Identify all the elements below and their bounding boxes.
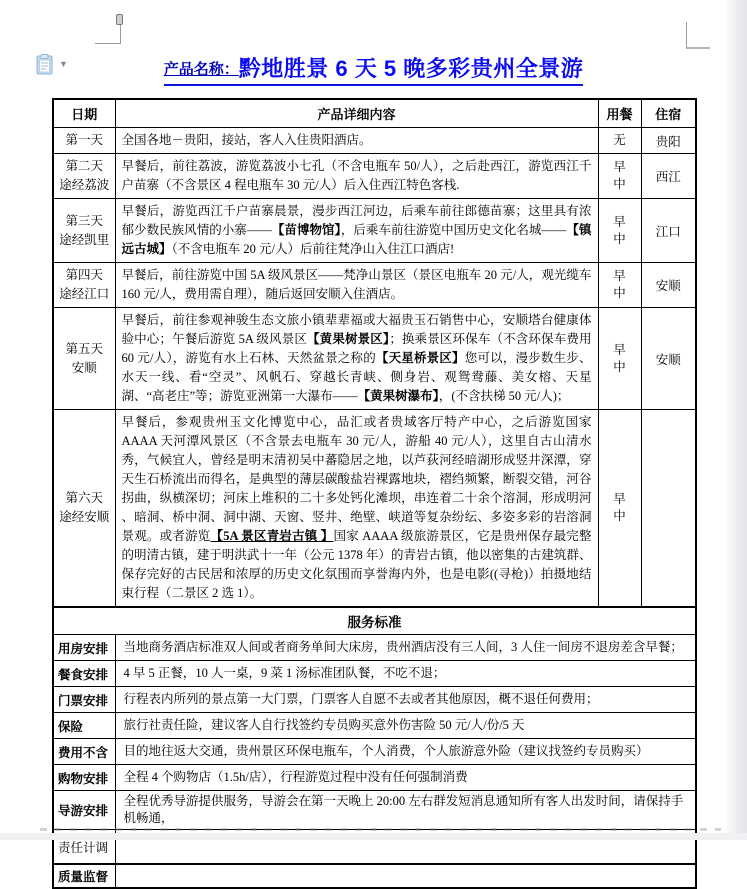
service-row [53, 765, 696, 791]
content-cell [115, 263, 598, 308]
content-segment: 【天星桥景区】 [375, 351, 465, 365]
day-cell [53, 154, 115, 199]
itinerary-row [53, 308, 696, 410]
table-header-row [53, 99, 696, 128]
service-row [53, 713, 696, 739]
content-cell [115, 308, 598, 410]
service-label-cell: 费用不含 [53, 739, 115, 765]
service-row [53, 864, 696, 888]
service-label-cell: 用房安排 [53, 635, 115, 661]
page-edge-right [726, 0, 747, 840]
meal-cell [598, 308, 641, 410]
meal-value: 无 [613, 133, 626, 147]
service-standards-header-row [53, 607, 696, 635]
day-label: 第三天 [65, 213, 103, 228]
service-content-cell: 4 早 5 正餐，10 人一桌，9 菜 1 汤标准团队餐，不吃不退； [115, 661, 696, 687]
meal-cell [598, 154, 641, 199]
day-label: 第二天 [65, 159, 103, 173]
service-content-cell: 目的地往返大交通，贵州景区环保电瓶车，个人消费，个人旅游意外险（建议找签约专员购买） [115, 739, 696, 765]
column-header: 日期 [53, 99, 115, 128]
content-segment: 早餐后，参观贵州玉文化博览中心，品汇或者贵域客厅特产中心，之后游览国家 AAAA 天河潭风景区（不含景去电瓶车 30 元/人，游船 40 元/人），这里自古山清水秀，气候宜人，曾经是明末清初吴中蕃隐居之地，以芦荻河经暗湖形成竖井深潭，穿天生石桥流出而得名，是典型的薄层碳酸盐岩裸露地块，褶绉频繁，断裂交错，河谷拐曲，纵横深切；河床上堆积的二十多处钙化滩坝，串连着二十余个溶洞，形成明河 、暗洞、桥中洞、洞中湖、天窗、竖井、绝壁、峡道等复杂纷纭、多姿多彩的岩溶洞景观。或者游览 [121, 415, 592, 543]
page-margin-mark-top-right [686, 22, 710, 49]
service-label-cell: 保险 [53, 713, 115, 739]
day-cell [53, 199, 115, 263]
paste-options-button[interactable] [36, 52, 70, 76]
service-label-cell: 质量监督 [53, 864, 115, 888]
content-segment: 早餐后，游览西江千户苗寨晨景，漫步西江河边，后乘车前往郎德苗寨；这里具有浓郁少数民族风情的小寨—— [121, 204, 592, 237]
content-segment: 【镇远古城】 [121, 223, 592, 256]
meal-cell [598, 263, 641, 308]
meal-cell [598, 128, 641, 154]
itinerary-row [53, 263, 696, 308]
title-underline-wrap [164, 52, 583, 86]
day-via-label: 途经凯里 [59, 232, 110, 247]
service-row [53, 739, 696, 765]
service-standards-title: 服务标准 [53, 607, 696, 635]
service-content-cell: 当地商务酒店标准双人间或者商务单间大床房，贵州酒店没有三人间，3 人住一间房不退房差含早餐； [115, 635, 696, 661]
service-content-cell: 旅行社责任险，建议客人自行找签约专员购买意外伤害险 50 元/人/份/5 天 [115, 713, 696, 739]
day-cell [53, 128, 115, 154]
stay-cell: 安顺 [641, 263, 696, 308]
meal-value: 早中 [613, 492, 626, 523]
service-content-cell [115, 864, 696, 888]
day-via-label: 途经安顺 [59, 510, 110, 524]
meal-cell [598, 199, 641, 263]
page-margin-mark-top-left [95, 18, 121, 44]
day-label: 第一天 [65, 133, 103, 147]
service-row [53, 791, 696, 830]
content-cell [115, 410, 598, 608]
service-row [53, 635, 696, 661]
itinerary-row [53, 128, 696, 154]
itinerary-row [53, 199, 696, 263]
title-main: 黔地胜景 6 天 5 晚多彩贵州全景游 [238, 56, 584, 81]
title-prefix: 产品名称： [163, 61, 239, 78]
content-segment: （不含电瓶车 20 元/人）后前往梵净山入住江口酒店! [171, 242, 455, 256]
content-segment: 【黄果树景区】 [307, 332, 390, 346]
day-via-label: 安顺 [71, 360, 97, 375]
meal-value: 早中 [613, 342, 626, 374]
day-label: 第六天 [65, 491, 103, 505]
service-row [53, 661, 696, 687]
day-cell [53, 263, 115, 308]
paste-clipboard-icon [36, 54, 55, 75]
service-label-cell: 餐食安排 [53, 661, 115, 687]
content-segment: ；换乘景区环保车（不含环保车费用 60 元/人），游览有水上石林、天然盆景之称的 [121, 332, 592, 365]
stay-cell: 安顺 [641, 308, 696, 410]
content-segment: 全国各地－贵阳，接站，客人入住贵阳酒店。 [121, 133, 372, 147]
content-segment: ，后乘车前往游览中国历史文化名城—— [340, 223, 567, 237]
itinerary-row [53, 410, 696, 608]
service-content-cell: 行程表内所列的景点第一大门票，门票客人自愿不去或者其他原因，概不退任何费用； [115, 687, 696, 713]
content-cell [115, 199, 598, 263]
column-header: 用餐 [598, 99, 641, 128]
stay-cell: 江口 [641, 199, 696, 263]
service-label-cell: 购物安排 [53, 765, 115, 791]
stay-cell [641, 410, 696, 608]
meal-value: 早中 [613, 269, 626, 300]
itinerary-row [53, 154, 696, 199]
day-cell [53, 308, 115, 410]
content-segment: 您可以，漫步数生步、水天一线、看“空灵”、风帆石、穿越长青峡、侧身岩、观鸳鸯藤、美女榕、天星湖、“高老庄”等；游览亚洲第一大瀑布—— [121, 351, 592, 403]
content-segment: ，(不含扶梯 50 元/人)； [438, 389, 570, 403]
page-edge-bottom [0, 833, 747, 840]
faint-watermark-line [40, 828, 721, 831]
service-label-cell: 门票安排 [53, 687, 115, 713]
day-via-label: 途经荔波 [59, 178, 110, 192]
content-segment: 早餐后，前往游览中国 5A 级风景区——梵净山景区（景区电瓶车 20 元/人，观光缆车 160 元/人，费用需自理），随后返回安顺入住酒店。 [121, 268, 592, 301]
day-via-label: 途经江口 [59, 287, 110, 301]
column-header: 产品详细内容 [115, 99, 598, 128]
cursor-pin-icon [116, 14, 123, 25]
content-segment: 【苗博物馆】 [271, 223, 341, 237]
stay-cell: 贵阳 [641, 128, 696, 154]
content-segment: 早餐后，前往荔波，游览荔波小七孔（不含电瓶车 50/人），之后赴西江，游览西江千户苗寨（不含景区 4 程电瓶车 30 元/人）后入住西江特色客栈. [121, 159, 592, 192]
service-label-cell: 责任计调 [53, 830, 115, 865]
content-cell [115, 154, 598, 199]
service-row [53, 687, 696, 713]
content-cell [115, 128, 598, 154]
service-content-cell: 全程 4 个购物店（1.5h/店），行程游览过程中没有任何强制消费 [115, 765, 696, 791]
meal-value: 早中 [613, 214, 626, 246]
meal-value: 早中 [613, 160, 626, 191]
day-label: 第五天 [65, 341, 103, 356]
column-header: 住宿 [641, 99, 696, 128]
day-label: 第四天 [65, 268, 103, 282]
service-content-cell: 全程优秀导游提供服务，导游会在第一天晚上 20:00 左右群发短消息通知所有客人出发时间，请保持手机畅通， [115, 791, 696, 830]
content-segment: 【黄果树瀑布】 [357, 389, 439, 403]
stay-cell: 西江 [641, 154, 696, 199]
meal-cell [598, 410, 641, 608]
content-segment: 国家 AAAA 级旅游景区，它是贵州保存最完整的明清古镇，建于明洪武十一年（公元 1378 年）的青岩古镇，他以密集的古建筑群、保存完好的古民居和浓厚的历史文化氛围而享誉海内外，也是电影((寻枪)）拍摄地结束行程（二景区 2 选 1）。 [121, 529, 592, 600]
itinerary-table [52, 98, 697, 889]
chevron-down-icon: ▼ [59, 59, 68, 69]
service-label-cell: 导游安排 [53, 791, 115, 830]
content-segment: 【5A 景区青岩古镇 】 [210, 529, 334, 543]
content-segment: 早餐后，前往参观神骏生态文旅小镇辈辈福或大福贵玉石销售中心，安顺塔台健康体验中心；午餐后游览 5A 级风景区 [121, 313, 592, 346]
day-cell [53, 410, 115, 608]
